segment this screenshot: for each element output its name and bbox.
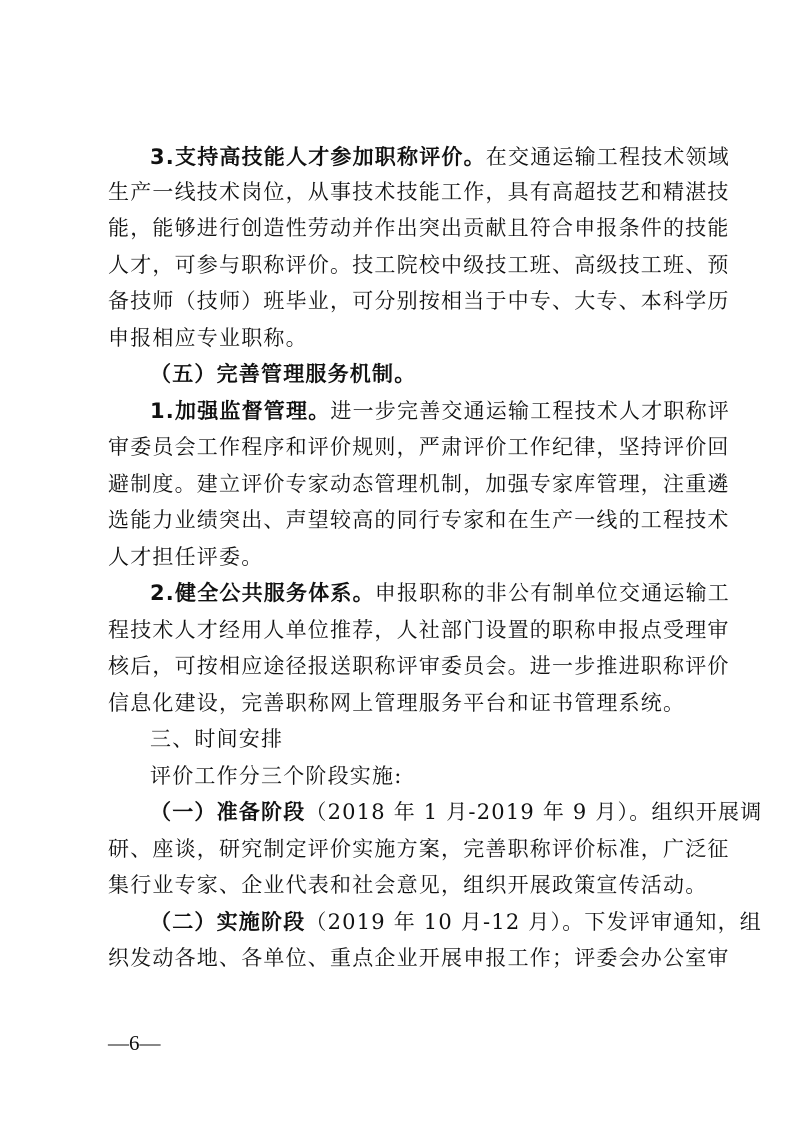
paragraph-3-line-1 (150, 578, 730, 608)
paragraph-1-text: 在交通运输工程技术领域 (485, 145, 730, 169)
paragraph-5-line-2: 研、座谈，研究制定评价实施方案，完善职称评价标准，广泛征 (108, 837, 730, 861)
paragraph-2-line-2: 审委员会工作程序和评价规则，严肃评价工作纪律，坚持评价回 (108, 435, 730, 459)
paragraph-6-heading: （二）实施阶段 (150, 910, 306, 934)
paragraph-2-heading: 1.加强监督管理。 (150, 399, 331, 423)
paragraph-2-line-1 (150, 396, 730, 426)
paragraph-3-heading: 2.健全公共服务体系。 (150, 581, 375, 605)
paragraph-3-line-3: 核后，可按相应途径报送职称评审委员会。进一步推进职称评价 (108, 654, 730, 678)
paragraph-1-heading: 3.支持高技能人才参加职称评价。 (150, 145, 486, 169)
section-heading-3: 三、时间安排 (150, 727, 284, 751)
paragraph-4: 评价工作分三个阶段实施: (150, 764, 403, 788)
paragraph-5-text: （2018 年 1 月-2019 年 9 月）。组织开展调 (305, 800, 763, 824)
section-heading-5: （五）完善管理服务机制。 (150, 362, 417, 386)
paragraph-5-line-1 (150, 797, 763, 827)
paragraph-1-line-3: 能，能够进行创造性劳动并作出突出贡献且符合申报条件的技能 (108, 216, 730, 240)
paragraph-6-line-1 (150, 907, 762, 937)
paragraph-6-line-2: 织发动各地、各单位、重点企业开展申报工作；评委会办公室审 (108, 946, 730, 970)
paragraph-5-line-3: 集行业专家、企业代表和社会意见，组织开展政策宣传活动。 (108, 873, 708, 897)
paragraph-1-line-6: 申报相应专业职称。 (108, 326, 308, 350)
paragraph-2-text: 进一步完善交通运输工程技术人才职称评 (330, 399, 730, 423)
page-number: —6— (108, 1031, 161, 1055)
paragraph-1-line-2: 生产一线技术岗位，从事技术技能工作，具有高超技艺和精湛技 (108, 180, 730, 204)
paragraph-1-line-4: 人才，可参与职称评价。技工院校中级技工班、高级技工班、预 (108, 253, 730, 277)
paragraph-1-line-5: 备技师（技师）班毕业，可分别按相当于中专、大专、本科学历 (108, 289, 730, 313)
paragraph-5-heading: （一）准备阶段 (150, 800, 306, 824)
paragraph-2-line-3: 避制度。建立评价专家动态管理机制，加强专家库管理，注重遴 (108, 472, 730, 496)
paragraph-3-line-2: 程技术人才经用人单位推荐，人社部门设置的职称申报点受理审 (108, 618, 730, 642)
paragraph-2-line-5: 人才担任评委。 (108, 545, 264, 569)
paragraph-6-text: （2019 年 10 月-12 月）。下发评审通知，组 (305, 910, 762, 934)
paragraph-2-line-4: 选能力业绩突出、声望较高的同行专家和在生产一线的工程技术 (108, 508, 730, 532)
paragraph-3-text: 申报职称的非公有制单位交通运输工 (374, 581, 730, 605)
paragraph-1-line-1 (150, 142, 730, 172)
paragraph-3-line-4: 信息化建设，完善职称网上管理服务平台和证书管理系统。 (108, 691, 686, 715)
